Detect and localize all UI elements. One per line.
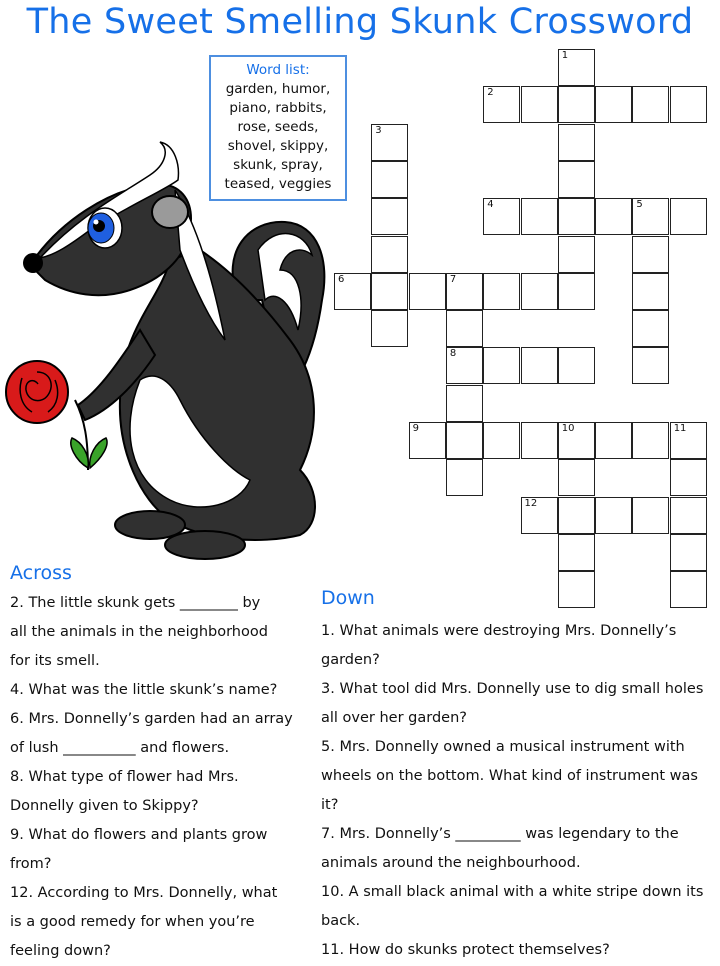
across-clue-8-line1: 8. What type of flower had Mrs. bbox=[10, 769, 239, 785]
crossword-cell[interactable] bbox=[558, 459, 595, 496]
crossword-cell[interactable] bbox=[446, 273, 483, 310]
crossword-cell[interactable] bbox=[558, 198, 595, 235]
crossword-cell[interactable] bbox=[595, 86, 632, 123]
down-clue-11-line1: 11. How do skunks protect themselves? bbox=[321, 942, 610, 958]
crossword-cell[interactable] bbox=[446, 385, 483, 422]
crossword-cell[interactable] bbox=[446, 347, 483, 384]
crossword-cell[interactable] bbox=[632, 198, 669, 235]
crossword-cell[interactable] bbox=[632, 273, 669, 310]
crossword-cell[interactable] bbox=[670, 497, 707, 534]
clue-number-11: 11 bbox=[673, 423, 687, 434]
crossword-cell[interactable] bbox=[632, 236, 669, 273]
across-clue-4-line1: 4. What was the little skunk’s name? bbox=[10, 682, 278, 698]
crossword-cell[interactable] bbox=[558, 534, 595, 571]
across-clue-2-line1: 2. The little skunk gets ________ by bbox=[10, 595, 261, 611]
across-clue-9-line1: 9. What do flowers and plants grow bbox=[10, 827, 268, 843]
crossword-cell[interactable] bbox=[446, 310, 483, 347]
crossword-cell[interactable] bbox=[595, 422, 632, 459]
across-clue-6-line2: of lush __________ and flowers. bbox=[10, 740, 230, 756]
down-heading: Down bbox=[321, 587, 375, 609]
word-list-line: shovel, skippy, bbox=[227, 138, 329, 154]
across-clue-12-line2: is a good remedy for when you’re bbox=[10, 914, 255, 930]
down-clue-5-line1: 5. Mrs. Donnelly owned a musical instrument with bbox=[321, 739, 685, 755]
across-heading: Across bbox=[10, 562, 72, 584]
clue-number-6: 6 bbox=[338, 273, 345, 285]
crossword-cell[interactable] bbox=[558, 422, 595, 459]
crossword-cell[interactable] bbox=[371, 310, 408, 347]
down-clue-10-line1: 10. A small black animal with a white stripe down its bbox=[321, 884, 704, 900]
crossword-cell[interactable] bbox=[521, 273, 558, 310]
crossword-cell[interactable] bbox=[521, 422, 558, 459]
crossword-cell[interactable] bbox=[595, 198, 632, 235]
crossword-cell[interactable] bbox=[595, 497, 632, 534]
across-clue-12-line3: feeling down? bbox=[10, 943, 111, 959]
across-clue-6-line1: 6. Mrs. Donnelly’s garden had an array bbox=[10, 711, 293, 727]
clue-number-8: 8 bbox=[449, 348, 457, 360]
down-clue-7-line2: animals around the neighbourhood. bbox=[321, 855, 581, 871]
word-list-line: teased, veggies bbox=[224, 176, 332, 192]
down-clues bbox=[321, 617, 716, 965]
crossword-cell[interactable] bbox=[371, 273, 408, 310]
crossword-cell[interactable] bbox=[558, 497, 595, 534]
crossword-cell[interactable] bbox=[632, 310, 669, 347]
crossword-cell[interactable] bbox=[632, 86, 669, 123]
clue-number-2: 2 bbox=[487, 87, 494, 99]
crossword-cell[interactable] bbox=[632, 422, 669, 459]
crossword-cell[interactable] bbox=[558, 124, 595, 161]
crossword-cell[interactable] bbox=[409, 422, 446, 459]
clue-number-4: 4 bbox=[487, 199, 494, 211]
crossword-cell[interactable] bbox=[521, 86, 558, 123]
down-clue-3-line2: all over her garden? bbox=[321, 710, 467, 726]
down-clue-7-line1: 7. Mrs. Donnelly’s _________ was legendary to the bbox=[321, 826, 679, 842]
clue-number-9: 9 bbox=[412, 423, 419, 434]
down-clue-5-line2: wheels on the bottom. What kind of instrument was bbox=[321, 768, 698, 784]
clue-number-7: 7 bbox=[449, 273, 457, 285]
crossword-cell[interactable] bbox=[371, 198, 408, 235]
crossword-cell[interactable] bbox=[670, 459, 707, 496]
clue-number-12: 12 bbox=[524, 497, 538, 509]
crossword-cell[interactable] bbox=[521, 347, 558, 384]
crossword-cell[interactable] bbox=[670, 86, 707, 123]
crossword-cell[interactable] bbox=[670, 422, 707, 459]
crossword-cell[interactable] bbox=[483, 198, 520, 235]
clue-number-5: 5 bbox=[636, 199, 643, 211]
across-clue-12-line1: 12. According to Mrs. Donnelly, what bbox=[10, 885, 278, 901]
word-list-line: skunk, spray, bbox=[233, 157, 323, 173]
clue-number-1: 1 bbox=[561, 50, 569, 61]
crossword-cell[interactable] bbox=[483, 347, 520, 384]
word-list-line: rose, seeds, bbox=[237, 119, 319, 135]
down-clue-5-line3: it? bbox=[321, 797, 339, 813]
crossword-cell[interactable] bbox=[558, 86, 595, 123]
crossword-cell[interactable] bbox=[483, 273, 520, 310]
crossword-cell[interactable] bbox=[371, 236, 408, 273]
crossword-cell[interactable] bbox=[670, 534, 707, 571]
down-clue-1-line1: 1. What animals were destroying Mrs. Donnelly’s bbox=[321, 623, 677, 639]
crossword-cell[interactable] bbox=[521, 198, 558, 235]
down-clue-1-line2: garden? bbox=[321, 652, 380, 668]
word-list-line: piano, rabbits, bbox=[229, 100, 327, 116]
crossword-cell[interactable] bbox=[632, 497, 669, 534]
clue-number-10: 10 bbox=[561, 423, 575, 434]
crossword-cell[interactable] bbox=[371, 124, 408, 161]
clue-number-3: 3 bbox=[375, 124, 382, 136]
crossword-cell[interactable] bbox=[446, 459, 483, 496]
across-clue-8-line2: Donnelly given to Skippy? bbox=[10, 798, 199, 814]
across-clue-2-line3: for its smell. bbox=[10, 653, 100, 669]
crossword-cell[interactable] bbox=[670, 198, 707, 235]
crossword-cell[interactable] bbox=[409, 273, 446, 310]
across-clue-9-line2: from? bbox=[10, 856, 52, 872]
crossword-cell[interactable] bbox=[632, 347, 669, 384]
crossword-cell[interactable] bbox=[334, 273, 371, 310]
crossword-cell[interactable] bbox=[558, 273, 595, 310]
down-clue-3-line1: 3. What tool did Mrs. Donnelly use to dig small holes bbox=[321, 681, 704, 697]
crossword-cell[interactable] bbox=[670, 571, 707, 608]
crossword-cell[interactable] bbox=[371, 161, 408, 198]
word-list-line: garden, humor, bbox=[225, 81, 331, 97]
page-title: The Sweet Smelling Skunk Crossword bbox=[26, 2, 694, 42]
crossword-cell[interactable] bbox=[558, 571, 595, 608]
crossword-cell[interactable] bbox=[483, 86, 520, 123]
crossword-cell[interactable] bbox=[558, 236, 595, 273]
across-clue-2-line2: all the animals in the neighborhood bbox=[10, 624, 268, 640]
across-clues bbox=[10, 589, 310, 966]
crossword-cell[interactable] bbox=[483, 422, 520, 459]
crossword-cell[interactable] bbox=[558, 347, 595, 384]
crossword-cell[interactable] bbox=[446, 422, 483, 459]
crossword-cell[interactable] bbox=[558, 161, 595, 198]
crossword-cell[interactable] bbox=[521, 497, 558, 534]
down-clue-10-line2: back. bbox=[321, 913, 361, 929]
crossword-cell[interactable] bbox=[558, 49, 595, 86]
word-list-heading: Word list: bbox=[246, 62, 310, 78]
